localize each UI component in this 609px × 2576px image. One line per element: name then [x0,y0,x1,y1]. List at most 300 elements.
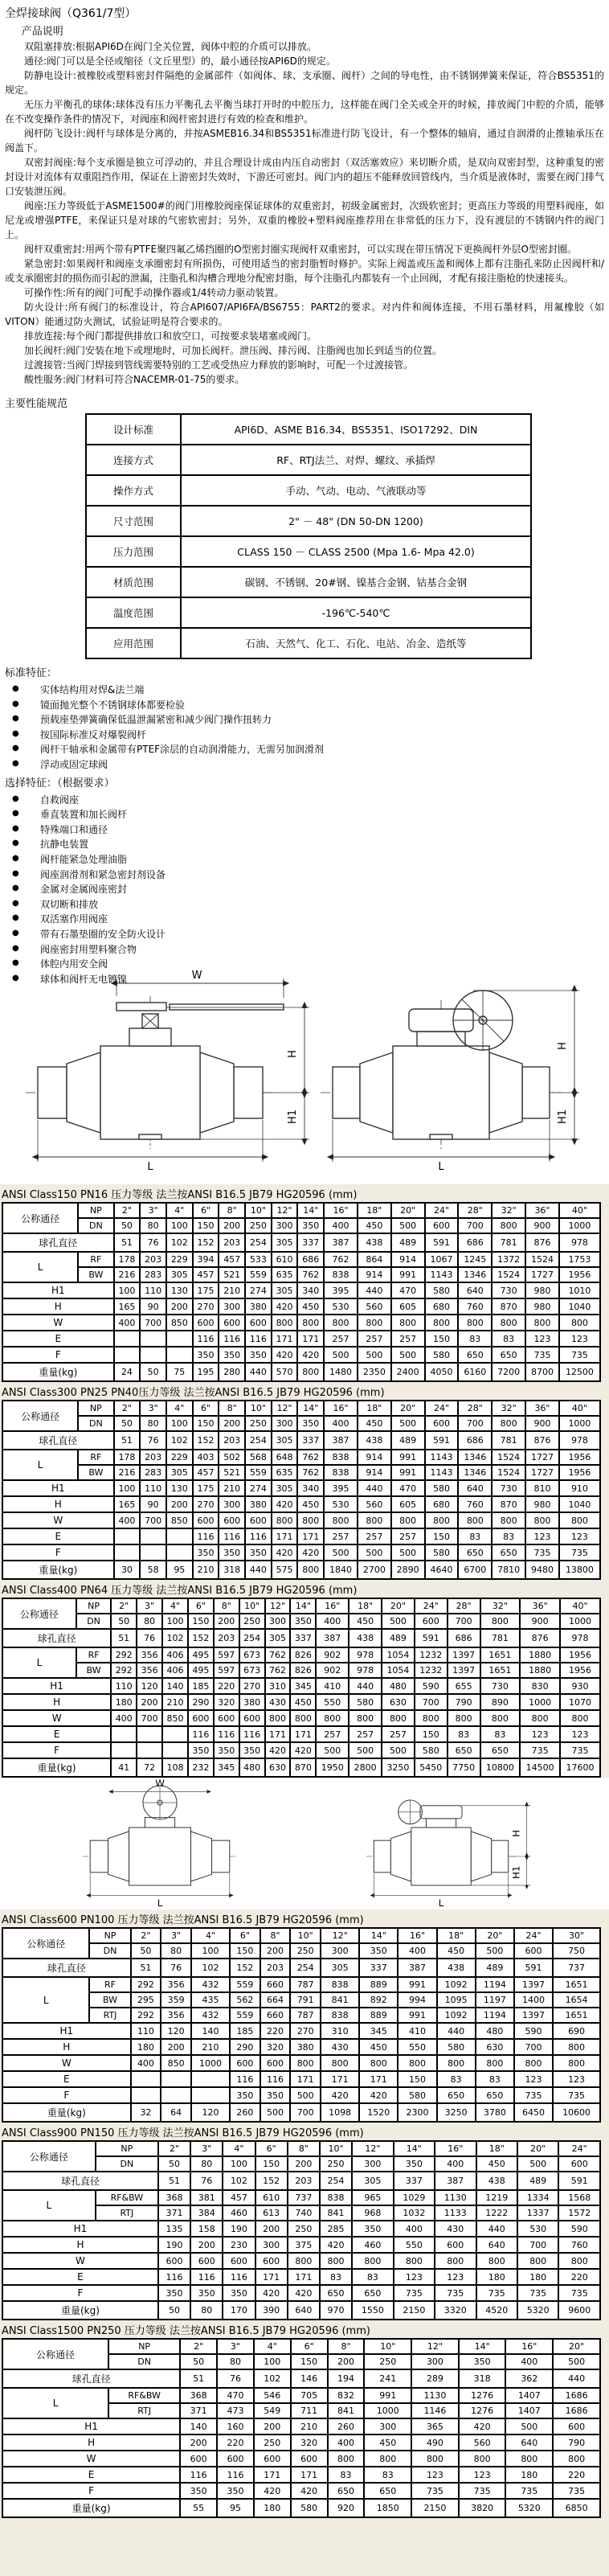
table-row [2,1401,600,1416]
table-cell: 1550 [352,2301,393,2320]
table-cell: 889 [359,2008,398,2023]
table-cell: 50 [158,2301,190,2320]
table-cell [114,1347,141,1363]
table-cell: 356 [161,2008,191,2023]
table-cell: 1654 [553,1992,600,2008]
table-cell: 920 [328,2499,365,2517]
row-sublabel-dn: DN [89,1943,130,1959]
table-cell: 257 [358,1331,391,1347]
table-cell: 800 [272,1512,298,1528]
table-cell: 600 [158,2253,190,2269]
table-cell: 613 [255,2205,288,2221]
table-cell: 600 [223,2253,255,2269]
spec-row [86,414,531,445]
table-row [2,2418,600,2434]
table-cell: 597 [214,1647,239,1663]
table-cell [140,1331,166,1347]
table-cell: 735 [525,1544,559,1561]
table-cell: 10800 [480,1758,521,1777]
table-cell: 350 [217,2483,254,2499]
table-cell: 7810 [492,1561,525,1579]
table-cell: 6850 [553,2499,600,2517]
table-cell: 559 [245,1267,272,1282]
table-cell: 171 [272,1331,298,1347]
table-cell: 980 [525,1282,559,1298]
row-label: W [2,2055,131,2071]
table-cell: 403 [193,1450,219,1465]
table-cell: 978 [560,1629,600,1647]
table-cell: 800 [476,2253,517,2269]
valve-drawings-bottom [0,1778,609,1909]
table-row [2,1416,600,1431]
table-cell: 6" [188,1598,214,1614]
table-cell: 2300 [398,2103,436,2122]
table-cell: 270 [239,1678,265,1694]
table-cell: 64 [161,2103,191,2122]
table-cell: 1480 [324,1363,358,1381]
table-cell: 902 [316,1647,349,1663]
table-cell: 350 [230,2087,260,2103]
table-cell: 171 [290,1726,316,1742]
table-cell: 890 [480,1694,521,1710]
table-cell: 180 [517,2269,558,2285]
row-label-diameter: 公称通径 [2,1203,78,1233]
table-cell: 165 [114,1298,141,1315]
table-cell: 762 [297,1267,324,1282]
table-cell: 178 [114,1450,141,1465]
dimension-table-section [0,2320,609,2518]
dimension-table-section [0,1382,609,1580]
table-cell: 1067 [425,1252,459,1267]
row-sublabel-face: RF&BW [96,2190,158,2205]
table-cell: 737 [553,1959,600,1977]
table-cell: 350 [245,1544,272,1561]
table-cell: 152 [188,1629,214,1647]
table-cell: 50 [158,2156,190,2172]
table-cell: 800 [324,1512,358,1528]
table-cell: 1840 [324,1561,358,1579]
table-cell: 440 [245,1363,272,1381]
table-cell: 337 [297,1233,324,1252]
table-cell: 991 [391,1267,425,1282]
table-cell: 76 [217,2369,254,2388]
spec-row [86,597,531,628]
table-cell: 12" [272,1401,298,1416]
table-cell: 350 [245,1347,272,1363]
table-cell: 10" [245,1401,272,1416]
table-cell: 1010 [559,1282,600,1298]
table-cell: 900 [525,1416,559,1431]
table-cell: 359 [161,1992,191,2008]
table-cell: 438 [358,1431,391,1450]
dim-label-h1: H1 [557,1110,569,1125]
table-cell: 305 [265,1629,291,1647]
table-cell: 420 [459,2418,506,2434]
table-cell: 220 [217,2434,254,2451]
spec-label: 压力范围 [86,536,181,567]
row-label: 重量(kg) [2,2103,131,2122]
table-cell: 800 [382,1710,415,1726]
table-cell: 350 [193,1347,219,1363]
table-row [2,2467,600,2483]
spec-value: API6D、ASME B16.34、BS5351、ISO17292、DIN [181,414,531,445]
table-cell: 800 [415,1710,448,1726]
table-cell [111,1742,137,1758]
row-label-diameter: 公称通径 [2,1401,78,1431]
table-cell: 480 [382,1678,415,1694]
table-cell: 200 [166,1298,193,1315]
table-row [2,1561,600,1579]
table-cell: 380 [290,2039,321,2055]
table-cell: 800 [394,2253,435,2269]
table-cell: 400 [316,1614,349,1629]
table-cell: 216 [114,1465,141,1480]
table-cell: 660 [260,1977,291,1992]
table-cell: 1727 [525,1465,559,1480]
table-cell: 826 [290,1663,316,1678]
table-cell: 914 [358,1450,391,1465]
table-cell: 562 [230,1992,260,2008]
table-cell: 380 [245,1496,272,1512]
gear-valve-side-figure [366,1800,531,1909]
table-cell: 420 [255,2285,288,2301]
table-cell: 650 [364,2483,411,2499]
table-cell [114,1544,141,1561]
table-cell: 400 [435,2156,476,2172]
table-cell: 650 [320,2285,352,2301]
dimension-table [2,1202,601,1382]
table-cell: 735 [435,2285,476,2301]
table-row [2,1614,600,1629]
table-cell: 175 [193,1282,219,1298]
table-cell: 20" [553,2339,600,2354]
table-cell: 18" [437,1928,476,1943]
table-cell: 902 [316,1663,349,1678]
row-label-l: L [2,1647,76,1678]
table-cell: 28" [448,1598,480,1614]
table-cell: 116 [219,1331,245,1347]
table-cell: 18" [358,1401,391,1416]
table-cell: 600 [425,1416,459,1431]
table-cell: 1222 [476,2205,517,2221]
table-cell: 420 [321,2087,359,2103]
table-cell: 395 [324,1282,358,1298]
table-cell: 640 [505,2434,553,2451]
table-cell: 838 [324,1450,358,1465]
table-cell: 500 [553,2354,600,2369]
table-cell: 337 [290,1629,316,1647]
table-cell: 387 [316,1629,349,1647]
table-cell: 394 [193,1252,219,1267]
table-cell: 1029 [394,2190,435,2205]
table-cell: 1524 [492,1465,525,1480]
table-cell: 290 [230,2039,260,2055]
table-cell: 502 [219,1450,245,1465]
table-cell: 762 [297,1450,324,1465]
table-cell: 420 [288,2285,320,2301]
table-row [2,1233,600,1252]
table-cell: 152 [255,2172,288,2190]
table-cell: 210 [162,1694,188,1710]
table-cell: 500 [382,1614,415,1629]
description-paragraph: 阀座:压力等级低于ASME1500#的阀门用橡胶阀座保证球体的双重密封，初级金属密封，次级软密封；更高压力等级的用塑料阀座，如尼龙或增强PTFE，来保证只是对球的气密软密封；另外，双重的橡胶+塑料阀座推荐用在非常低的压力下，没有渡层的不锈钢内件的阀门上。 [5,200,604,240]
table-cell: 559 [230,2008,260,2023]
table-cell: 686 [297,1252,324,1267]
table-cell: 180 [131,2039,161,2055]
table-cell: 420 [272,1347,298,1363]
table-cell: 18" [476,2141,517,2156]
table-cell: 123 [559,1528,600,1544]
table-cell: 20" [391,1401,425,1416]
table-cell: 1194 [476,1977,514,1992]
table-cell: 800 [359,2055,398,2071]
table-cell: 800 [492,1416,525,1431]
table-cell: 257 [391,1528,425,1544]
table-cell: 100 [162,1614,188,1629]
table-cell: 420 [359,2087,398,2103]
table-cell: 600 [254,2451,291,2467]
table-cell: 500 [391,1544,425,1561]
table-cell: 140 [180,2418,217,2434]
table-cell: 7200 [492,1363,525,1381]
table-cell: 500 [358,1347,391,1363]
table-cell [111,1726,137,1742]
table-row [2,1496,600,1512]
table-cell: 285 [320,2221,352,2237]
table-cell: 432 [191,2008,230,2023]
table-cell: 350 [239,1742,265,1758]
table-cell: 180 [254,2499,291,2517]
table-cell: 1130 [411,2388,459,2403]
table-cell: 4" [191,1928,230,1943]
table-cell: 171 [265,1726,291,1742]
table-cell: 2350 [358,1363,391,1381]
table-cell: 300 [219,1496,245,1512]
table-cell: 150 [398,2071,436,2087]
table-cell: 864 [358,1252,391,1267]
table-cell: 76 [140,1233,166,1252]
row-sublabel-face: RF [89,1977,130,1992]
table-cell: 700 [448,1614,480,1629]
table-cell: 83 [352,2269,393,2285]
table-cell: 450 [359,2039,398,2055]
table-cell: 140 [191,2023,230,2039]
table-cell: 2800 [349,1758,382,1777]
table-cell: 760 [458,1496,492,1512]
table-cell: 800 [558,2253,600,2269]
table-cell: 216 [114,1267,141,1282]
table-cell: 735 [476,2285,517,2301]
row-label: W [2,1315,114,1331]
table-cell: 800 [324,1315,358,1331]
table-cell: 3" [140,1401,166,1416]
table-cell: 1520 [359,2103,398,2122]
table-cell: 648 [272,1450,298,1465]
table-cell: 200 [328,2354,365,2369]
table-cell: 440 [358,1282,391,1298]
table-cell: 800 [297,1363,324,1381]
row-sublabel-face: RTJ [108,2403,180,2418]
table-cell: 800 [328,2451,365,2467]
table-cell: 438 [349,1629,382,1647]
table-cell: 1880 [520,1663,560,1678]
table-row [2,1710,600,1726]
table-cell: 220 [558,2269,600,2285]
table-cell: 787 [290,2008,321,2023]
table-cell: 500 [349,1742,382,1758]
table-cell: 40" [559,1203,600,1218]
table-cell: 4640 [425,1561,459,1579]
table-cell: 180 [505,2467,553,2483]
table-cell: 200 [166,1496,193,1512]
table-cell: 700 [415,1694,448,1710]
table-cell: 530 [324,1298,358,1315]
feature-item: ● 垂直装置和加长阀杆 [5,807,604,822]
table-cell: 12" [265,1598,291,1614]
row-sublabel-face: RF [76,1647,111,1663]
dim-label-w: W [191,970,202,982]
table-cell: 350 [190,2285,223,2301]
table-cell: 420 [291,2483,328,2499]
table-cell: 406 [162,1647,188,1663]
table-cell: 600 [180,2451,217,2467]
table-cell: 1346 [458,1465,492,1480]
table-cell: 194 [328,2369,365,2388]
table-cell: 13800 [559,1561,600,1579]
table-cell: 90 [140,1496,166,1512]
table-cell: 1686 [553,2403,600,2418]
table-cell: 735 [560,1742,600,1758]
table-cell: 123 [459,2467,506,2483]
table-cell: 395 [324,1480,358,1496]
table-cell: 3" [161,1928,191,1943]
table-cell: 116 [193,1331,219,1347]
table-cell: 14" [290,1598,316,1614]
table-cell: 200 [219,1416,245,1431]
table-cell: 489 [517,2172,558,2190]
table-cell: 438 [358,1233,391,1252]
table-cell: 420 [290,1742,316,1758]
spec-value: 碳钢、不锈钢、20#钢、镍基合金钢、钴基合金钢 [181,567,531,597]
table-cell: 345 [214,1758,239,1777]
table-cell: 350 [180,2483,217,2499]
table-cell: 1245 [458,1252,492,1267]
table-cell: 1651 [480,1663,521,1678]
table-cell: 356 [137,1663,162,1678]
table-row [2,2190,600,2205]
table-cell: 735 [394,2285,435,2301]
table-cell: 123 [411,2467,459,2483]
table-cell: 760 [458,1298,492,1315]
table-cell: 337 [394,2172,435,2190]
table-row [2,2301,600,2320]
table-cell: 1727 [525,1450,559,1465]
table-cell: 680 [425,1298,459,1315]
table-cell: 3250 [437,2103,476,2122]
table-cell: 14" [297,1203,324,1218]
feature-item: ● 阀座润滑剂和紧急密封剂设备 [5,868,604,883]
table-cell: 800 [290,1710,316,1726]
row-sublabel-np: NP [108,2339,180,2354]
table-cell: 2700 [358,1561,391,1579]
table-cell: 100 [191,1943,230,1959]
table-row [2,1943,600,1959]
table-cell: 420 [254,2483,291,2499]
table-cell: 500 [382,1742,415,1758]
table-row [2,1977,600,1992]
dimension-table-title: ANSI Class150 PN16 压力等级 法兰按ANSI B16.5 JB79 HG20596 (mm) [2,1189,358,1202]
table-cell: 914 [358,1465,391,1480]
table-cell: 850 [166,1512,193,1528]
table-cell: 800 [321,2055,359,2071]
dimension-table-title: ANSI Class600 PN100 压力等级 法兰按ANSI B16.5 JB79 HG20596 (mm) [2,1914,364,1927]
table-cell: 673 [239,1647,265,1663]
table-cell: 116 [188,1726,214,1742]
table-cell: 730 [492,1480,525,1496]
table-cell: 1397 [448,1647,480,1663]
table-cell [191,2071,230,2087]
table-cell: 8" [219,1203,245,1218]
table-cell: 400 [111,1710,137,1726]
table-row [2,1647,600,1663]
table-cell: 580 [425,1347,459,1363]
table-row [2,2008,600,2023]
table-cell: 978 [349,1647,382,1663]
table-cell [166,1544,193,1561]
table-cell: 200 [254,2418,291,2434]
table-cell: 305 [272,1431,298,1450]
table-cell: 371 [158,2205,190,2221]
table-cell: 140 [162,1678,188,1694]
table-cell: 1092 [437,1977,476,1992]
table-cell: 150 [230,1943,260,1959]
table-cell: 1397 [448,1663,480,1678]
table-cell: 350 [352,2221,393,2237]
table-cell: 50 [180,2354,217,2369]
standard-features-list [5,683,604,773]
table-row [2,1331,600,1347]
feature-item: ● 特殊端口和通径 [5,822,604,838]
table-cell: 83 [448,1726,480,1742]
table-row [2,1347,600,1363]
row-label-l: L [2,1252,78,1282]
table-cell: 270 [290,2023,321,2039]
table-cell: 110 [131,2023,161,2039]
table-cell: 257 [391,1331,425,1347]
table-cell: 110 [111,1678,137,1694]
table-cell: 16" [316,1598,349,1614]
table-cell: 762 [297,1465,324,1480]
table-cell: 841 [321,1992,359,2008]
table-cell: 116 [193,1528,219,1544]
table-cell: 978 [559,1431,600,1450]
dim-label-l: L [438,1897,444,1909]
table-cell: 1092 [437,2008,476,2023]
table-cell: 1000 [560,1614,600,1629]
table-cell: 900 [520,1614,560,1629]
lever-valve-figure [26,970,309,1173]
table-cell: 560 [358,1298,391,1315]
table-cell: 800 [514,2055,553,2071]
table-cell: 171 [288,2269,320,2285]
table-cell: 1194 [476,2008,514,2023]
standard-features-heading: 标准特征： [5,667,58,679]
table-row [2,1298,600,1315]
table-cell: 1070 [560,1694,600,1710]
table-cell [166,1331,193,1347]
table-cell: 4" [166,1401,193,1416]
feature-item: ● 自救阀座 [5,793,604,808]
